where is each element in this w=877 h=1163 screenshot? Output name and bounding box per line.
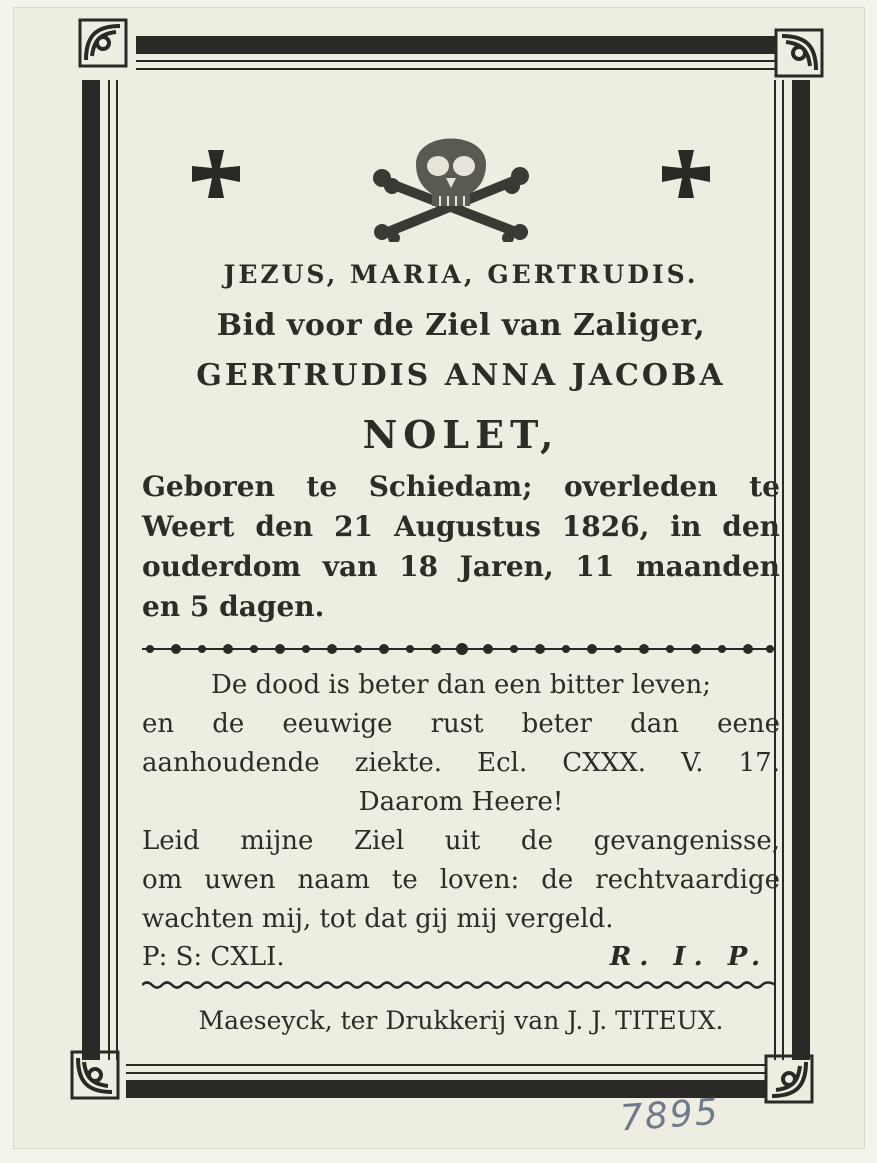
verse-line: De dood is beter dan een bitter leven; [211, 670, 711, 700]
psalm-reference: P: S: CXLI. [142, 942, 285, 972]
floral-corner-ornament-icon [76, 16, 130, 70]
verse-line: om uwen naam te loven: de rechtvaardige [142, 865, 780, 895]
frame-top-line [136, 60, 776, 62]
bio-line: en 5 dagen. [142, 590, 325, 623]
prayer-request-line: Bid voor de Ziel van Zaliger, [216, 308, 706, 343]
deceased-given-names: GERTRUDIS ANNA JACOBA [196, 358, 726, 393]
bio-line: Geboren te Schiedam; overleden te [142, 470, 780, 503]
verse-line: Daarom Heere! [358, 787, 564, 817]
frame-right-line [782, 80, 784, 1060]
memorial-card [14, 8, 864, 1148]
frame-right-bar [792, 80, 810, 1060]
verse-line: aanhoudende ziekte. Ecl. CXXX. V. 17. [142, 748, 780, 778]
cross-pattee-icon [660, 148, 712, 200]
floral-corner-ornament-icon [762, 1052, 816, 1106]
deceased-surname: NOLET, [362, 412, 560, 457]
frame-top-line-2 [136, 68, 776, 70]
wavy-rule [142, 980, 776, 990]
frame-left-line-2 [116, 80, 118, 1060]
printer-imprint: Maeseyck, ter Drukkerij van J. J. TITEUX. [198, 1006, 724, 1035]
verse-line: wachten mij, tot dat gij mij vergeld. [142, 904, 614, 934]
skull-crossbones-icon [366, 120, 536, 242]
frame-bottom-line [126, 1064, 766, 1066]
rip-label: R. I. P. [609, 942, 768, 972]
invocation-line: JEZUS, MARIA, GERTRUDIS. [223, 260, 699, 289]
frame-top-bar [136, 36, 776, 54]
verse-line: en de eeuwige rust beter dan eene [142, 709, 780, 739]
frame-bottom-line-2 [126, 1072, 766, 1074]
ornamental-divider [142, 640, 776, 658]
bio-line: ouderdom van 18 Jaren, 11 maanden [142, 550, 780, 583]
floral-corner-ornament-icon [68, 1048, 122, 1102]
pencil-inventory-mark: 7895 [618, 1091, 721, 1140]
cross-pattee-icon [190, 148, 242, 200]
frame-left-bar [82, 80, 100, 1060]
bio-line: Weert den 21 Augustus 1826, in den [142, 510, 780, 543]
floral-corner-ornament-icon [772, 26, 826, 80]
verse-line: Leid mijne Ziel uit de gevangenisse, [142, 826, 780, 856]
frame-left-line [108, 80, 110, 1060]
